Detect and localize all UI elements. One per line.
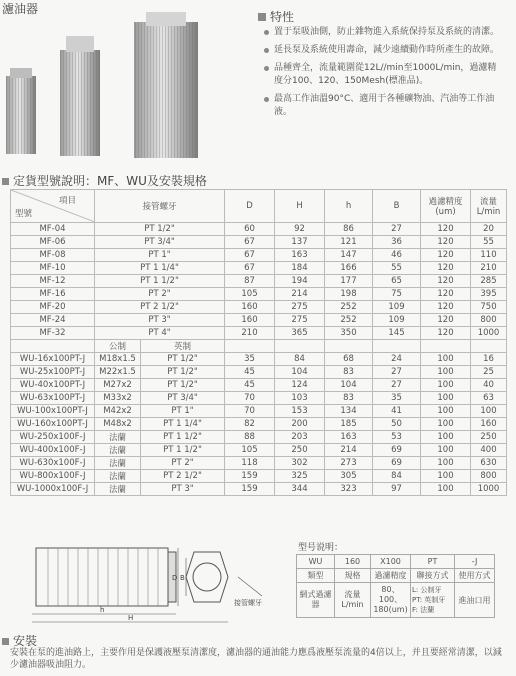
value-cell: 344 — [275, 483, 325, 496]
header-flow: 流量 L/min — [471, 190, 507, 223]
value-cell: 104 — [275, 366, 325, 379]
feature-item: 最高工作油溫90°C、適用于各種礦物油、汽油等工作油液。 — [262, 93, 502, 119]
model-cell: MF-12 — [11, 275, 95, 288]
imperial-cell: PT 1/2" — [141, 379, 225, 392]
value-cell: 68 — [325, 353, 373, 366]
value-cell: 120 — [421, 223, 471, 236]
value-cell: 120 — [421, 301, 471, 314]
value-cell: 160 — [225, 301, 275, 314]
model-cell: WU-16x100PT-J — [11, 353, 95, 366]
legend-cell: X100 — [371, 555, 411, 569]
table-row — [11, 405, 507, 418]
value-cell: 83 — [325, 366, 373, 379]
value-cell: 36 — [373, 236, 421, 249]
table-row — [11, 444, 507, 457]
value-cell: 1000 — [471, 483, 507, 496]
value-cell: 82 — [225, 418, 275, 431]
table-row — [11, 418, 507, 431]
value-cell: 100 — [421, 483, 471, 496]
value-cell: 273 — [325, 457, 373, 470]
value-cell: 67 — [225, 249, 275, 262]
value-cell: 70 — [225, 392, 275, 405]
table-row — [11, 457, 507, 470]
value-cell: 100 — [421, 366, 471, 379]
value-cell: 92 — [275, 223, 325, 236]
model-cell: WU-400x100F-J — [11, 444, 95, 457]
mf-rows — [11, 223, 507, 340]
value-cell: 214 — [275, 288, 325, 301]
header-accuracy: 過濾精度 (um) — [421, 190, 471, 223]
value-cell: 275 — [275, 314, 325, 327]
install-heading: 安裝 — [2, 632, 37, 649]
model-cell: WU-63x100PT-J — [11, 392, 95, 405]
table-row — [11, 379, 507, 392]
metric-cell: 法蘭 — [95, 483, 141, 496]
model-cell: MF-20 — [11, 301, 95, 314]
value-cell: 120 — [421, 314, 471, 327]
diagram-label-b: B — [180, 574, 185, 582]
value-cell: 84 — [275, 353, 325, 366]
legend-cell: 規格 — [335, 569, 371, 583]
value-cell: 250 — [471, 431, 507, 444]
metric-cell: 法蘭 — [95, 470, 141, 483]
thread-cell: PT 1/2" — [95, 223, 225, 236]
value-cell: 83 — [325, 392, 373, 405]
legend-cell: -J — [455, 555, 495, 569]
thread-cell: PT 2 1/2" — [95, 301, 225, 314]
value-cell: 20 — [471, 223, 507, 236]
metric-cell: M42x2 — [95, 405, 141, 418]
legend-cell: 使用方式 — [455, 569, 495, 583]
value-cell: 163 — [325, 431, 373, 444]
value-cell: 69 — [373, 444, 421, 457]
imperial-cell: PT 1/2" — [141, 353, 225, 366]
value-cell: 109 — [373, 301, 421, 314]
imperial-cell: PT 3/4" — [141, 392, 225, 405]
header-d: D — [225, 190, 275, 223]
header-thread: 接管螺牙 — [95, 190, 225, 223]
value-cell: 46 — [373, 249, 421, 262]
order-heading: 定貨型號說明：MF、WU及安裝規格 — [2, 172, 207, 189]
value-cell: 100 — [421, 444, 471, 457]
value-cell: 750 — [471, 301, 507, 314]
value-cell: 350 — [325, 327, 373, 340]
value-cell: 60 — [225, 223, 275, 236]
table-row — [11, 353, 507, 366]
value-cell: 105 — [225, 288, 275, 301]
metric-cell: 法蘭 — [95, 457, 141, 470]
value-cell: 53 — [373, 431, 421, 444]
features-heading: 特性 — [258, 8, 294, 25]
thread-cell: PT 1" — [95, 249, 225, 262]
value-cell: 110 — [471, 249, 507, 262]
value-cell: 67 — [225, 262, 275, 275]
model-cell: MF-06 — [11, 236, 95, 249]
thread-cell: PT 1 1/2" — [95, 275, 225, 288]
value-cell: 163 — [275, 249, 325, 262]
square-bullet-icon — [258, 13, 266, 21]
value-cell: 400 — [471, 444, 507, 457]
thread-cell: PT 3/4" — [95, 236, 225, 249]
legend-cell: 流量 L/min — [335, 583, 371, 618]
metric-cell: M18x1.5 — [95, 353, 141, 366]
value-cell: 100 — [421, 392, 471, 405]
value-cell: 100 — [421, 379, 471, 392]
value-cell: 109 — [373, 314, 421, 327]
metric-cell: 法蘭 — [95, 431, 141, 444]
metric-cell: M33x2 — [95, 392, 141, 405]
value-cell: 120 — [421, 275, 471, 288]
table-row — [11, 392, 507, 405]
value-cell: 100 — [421, 470, 471, 483]
value-cell: 75 — [373, 288, 421, 301]
model-cell: MF-10 — [11, 262, 95, 275]
value-cell: 45 — [225, 366, 275, 379]
value-cell: 252 — [325, 314, 373, 327]
install-text: 安裝在泵的進油路上，主要作用是保護液壓泵清潔度，濾油器的通油能力應爲液壓泵流量的4倍以上，并且要經常清潔，以減少濾油器吸油阻力。 — [10, 648, 502, 670]
table-row — [11, 431, 507, 444]
value-cell: 84 — [373, 470, 421, 483]
value-cell: 100 — [471, 405, 507, 418]
legend-cell: PT — [411, 555, 455, 569]
value-cell: 67 — [225, 236, 275, 249]
header-h-upper: H — [275, 190, 325, 223]
value-cell: 88 — [225, 431, 275, 444]
value-cell: 45 — [225, 379, 275, 392]
square-bullet-icon — [2, 178, 9, 185]
diagram-label-thread: 接管螺牙 — [234, 599, 262, 607]
metric-cell: M22x1.5 — [95, 366, 141, 379]
table-cell — [11, 340, 95, 353]
model-cell: MF-16 — [11, 288, 95, 301]
value-cell: 65 — [373, 275, 421, 288]
model-cell: WU-160x100PT-J — [11, 418, 95, 431]
value-cell: 27 — [373, 223, 421, 236]
thread-cell: PT 1 1/4" — [95, 262, 225, 275]
value-cell: 24 — [373, 353, 421, 366]
value-cell: 325 — [275, 470, 325, 483]
subheader-imperial: 英制 — [141, 340, 225, 353]
value-cell: 198 — [325, 288, 373, 301]
table-row — [11, 262, 507, 275]
spec-table — [10, 189, 507, 496]
value-cell: 50 — [373, 418, 421, 431]
value-cell: 69 — [373, 457, 421, 470]
legend-cell: 進油口用 — [455, 583, 495, 618]
value-cell: 70 — [225, 405, 275, 418]
table-row — [11, 314, 507, 327]
table-row — [11, 366, 507, 379]
model-cell: MF-08 — [11, 249, 95, 262]
legend-cell: 類型 — [297, 569, 335, 583]
metric-cell: 法蘭 — [95, 444, 141, 457]
value-cell: 121 — [325, 236, 373, 249]
product-photo — [0, 10, 212, 160]
table-row — [11, 275, 507, 288]
diagram-label-d: D — [172, 574, 178, 582]
model-cell: WU-40x100PT-J — [11, 379, 95, 392]
diagram-label-h-upper: H — [128, 614, 134, 622]
table-row — [11, 249, 507, 262]
diagram-label-h-lower: h — [100, 606, 105, 614]
value-cell: 159 — [225, 470, 275, 483]
legend-cell: 網式過濾器 — [297, 583, 335, 618]
value-cell: 55 — [471, 236, 507, 249]
value-cell: 395 — [471, 288, 507, 301]
value-cell: 118 — [225, 457, 275, 470]
value-cell: 630 — [471, 457, 507, 470]
value-cell: 160 — [471, 418, 507, 431]
header-h-lower: h — [325, 190, 373, 223]
value-cell: 103 — [275, 392, 325, 405]
model-cell: MF-24 — [11, 314, 95, 327]
value-cell: 100 — [421, 418, 471, 431]
value-cell: 185 — [325, 418, 373, 431]
legend-cell: 過濾精度 — [371, 569, 411, 583]
legend-cell: L: 公制牙 PT: 英制牙 F: 法蘭 — [411, 583, 455, 618]
value-cell: 252 — [325, 301, 373, 314]
table-row — [11, 288, 507, 301]
value-cell: 105 — [225, 444, 275, 457]
imperial-cell: PT 1" — [141, 405, 225, 418]
table-row — [11, 236, 507, 249]
value-cell: 120 — [421, 288, 471, 301]
feature-item: 置于泵吸油側，防止雜物進入系統保持泵及系統的清潔。 — [262, 26, 502, 39]
value-cell: 100 — [421, 353, 471, 366]
table-row — [11, 223, 507, 236]
model-cell: WU-800x100F-J — [11, 470, 95, 483]
model-legend-heading: 型号说明： — [298, 543, 344, 553]
value-cell: 27 — [373, 366, 421, 379]
value-cell: 104 — [325, 379, 373, 392]
imperial-cell: PT 2" — [141, 457, 225, 470]
value-cell: 120 — [421, 236, 471, 249]
model-cell: WU-100x100PT-J — [11, 405, 95, 418]
value-cell: 100 — [421, 431, 471, 444]
value-cell: 100 — [421, 457, 471, 470]
value-cell: 285 — [471, 275, 507, 288]
value-cell: 800 — [471, 470, 507, 483]
subheader-metric: 公制 — [95, 340, 141, 353]
value-cell: 160 — [225, 314, 275, 327]
value-cell: 194 — [275, 275, 325, 288]
imperial-cell: PT 1 1/2" — [141, 444, 225, 457]
value-cell: 41 — [373, 405, 421, 418]
value-cell: 124 — [275, 379, 325, 392]
dimension-diagram — [28, 540, 278, 626]
value-cell: 302 — [275, 457, 325, 470]
table-row — [11, 301, 507, 314]
page-title: 濾油器 — [2, 2, 39, 16]
imperial-cell: PT 1 1/2" — [141, 431, 225, 444]
value-cell: 250 — [275, 444, 325, 457]
value-cell: 166 — [325, 262, 373, 275]
value-cell: 153 — [275, 405, 325, 418]
value-cell: 200 — [275, 418, 325, 431]
model-legend-table — [296, 554, 495, 618]
value-cell: 100 — [421, 405, 471, 418]
value-cell: 137 — [275, 236, 325, 249]
square-bullet-icon — [2, 638, 9, 645]
value-cell: 35 — [373, 392, 421, 405]
metric-cell: M48x2 — [95, 418, 141, 431]
legend-cell: WU — [297, 555, 335, 569]
legend-cell: 聯接方式 — [411, 569, 455, 583]
value-cell: 305 — [325, 470, 373, 483]
feature-item: 品種齊全，流量範圍從12L//min至1000L/min，過濾精度分100、120、150Mesh(標准品)。 — [262, 62, 502, 88]
table-row — [11, 327, 507, 340]
value-cell: 275 — [275, 301, 325, 314]
value-cell: 800 — [471, 314, 507, 327]
value-cell: 40 — [471, 379, 507, 392]
value-cell: 159 — [225, 483, 275, 496]
legend-cell: 160 — [335, 555, 371, 569]
feature-item: 延長泵及系統使用壽命，減少遠續動作時所產生的故障。 — [262, 44, 502, 57]
model-cell: WU-250x100F-J — [11, 431, 95, 444]
value-cell: 120 — [421, 327, 471, 340]
imperial-cell: PT 2 1/2" — [141, 470, 225, 483]
value-cell: 147 — [325, 249, 373, 262]
wu-rows — [11, 353, 507, 496]
model-cell: WU-1000x100F-J — [11, 483, 95, 496]
value-cell: 97 — [373, 483, 421, 496]
features-list — [262, 26, 502, 124]
value-cell: 55 — [373, 262, 421, 275]
value-cell: 203 — [275, 431, 325, 444]
value-cell: 35 — [225, 353, 275, 366]
header-b: B — [373, 190, 421, 223]
value-cell: 25 — [471, 366, 507, 379]
value-cell: 365 — [275, 327, 325, 340]
thread-cell: PT 2" — [95, 288, 225, 301]
value-cell: 323 — [325, 483, 373, 496]
value-cell: 86 — [325, 223, 373, 236]
value-cell: 16 — [471, 353, 507, 366]
value-cell: 63 — [471, 392, 507, 405]
value-cell: 1000 — [471, 327, 507, 340]
model-cell: WU-630x100F-J — [11, 457, 95, 470]
value-cell: 134 — [325, 405, 373, 418]
value-cell: 210 — [471, 262, 507, 275]
table-row — [11, 470, 507, 483]
value-cell: 120 — [421, 249, 471, 262]
table-row — [11, 483, 507, 496]
value-cell: 210 — [225, 327, 275, 340]
thread-cell: PT 4" — [95, 327, 225, 340]
value-cell: 184 — [275, 262, 325, 275]
value-cell: 145 — [373, 327, 421, 340]
corner-cell: 項目 型號 — [11, 190, 95, 223]
value-cell: 214 — [325, 444, 373, 457]
metric-cell: M27x2 — [95, 379, 141, 392]
value-cell: 120 — [421, 262, 471, 275]
legend-cell: 80、100、180(um) — [371, 583, 411, 618]
imperial-cell: PT 3" — [141, 483, 225, 496]
value-cell: 27 — [373, 379, 421, 392]
value-cell: 177 — [325, 275, 373, 288]
model-cell: MF-04 — [11, 223, 95, 236]
model-cell: WU-25x100PT-J — [11, 366, 95, 379]
imperial-cell: PT 1/2" — [141, 366, 225, 379]
imperial-cell: PT 1 1/4" — [141, 418, 225, 431]
model-cell: MF-32 — [11, 327, 95, 340]
thread-cell: PT 3" — [95, 314, 225, 327]
value-cell: 87 — [225, 275, 275, 288]
